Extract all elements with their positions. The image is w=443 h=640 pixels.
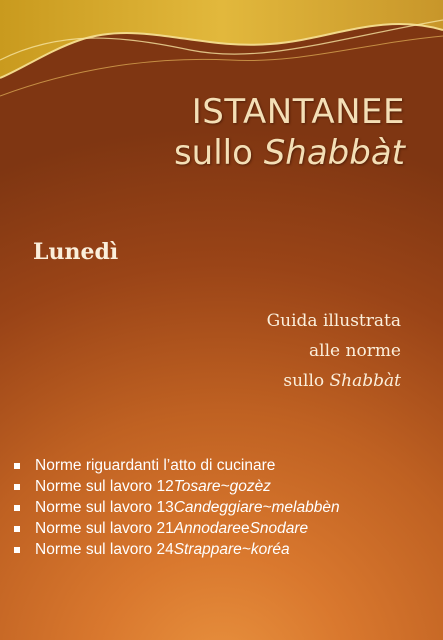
- list-item-text: Norme sul lavoro 21: [35, 520, 174, 537]
- list-item-italic: Strappare~koréa: [173, 541, 290, 558]
- list-item-italic: Tosare~gozèz: [173, 478, 271, 495]
- page-title: [174, 92, 405, 175]
- guide-line-1: Guida illustrata: [266, 311, 401, 331]
- guide-line-3: [267, 366, 401, 396]
- list-item-text: Norme riguardanti l’atto di cucinare: [35, 457, 276, 474]
- list-item-italic: Candeggiare~melabbèn: [173, 499, 340, 516]
- square-bullet-icon: [14, 463, 20, 469]
- list-item: [14, 455, 340, 476]
- list-item: [14, 497, 340, 518]
- list-item: [14, 518, 340, 539]
- guide-description: [267, 306, 401, 396]
- square-bullet-icon: [14, 547, 20, 553]
- list-item-italic: Annodare: [173, 520, 241, 537]
- list-item: [14, 539, 340, 560]
- day-subtitle: Lunedì: [33, 239, 119, 265]
- list-item-text: Norme sul lavoro 12: [35, 478, 174, 495]
- list-item-text: Norme sul lavoro 13: [35, 499, 174, 516]
- square-bullet-icon: [14, 484, 20, 490]
- title-line-2: [174, 133, 405, 174]
- list-item-italic-2: Snodare: [249, 520, 309, 537]
- title-line-2-prefix: sullo: [173, 133, 264, 174]
- square-bullet-icon: [14, 526, 20, 532]
- list-item-text: Norme sul lavoro 24: [35, 541, 174, 558]
- topics-list: [14, 455, 340, 560]
- guide-line-2: alle norme: [309, 341, 401, 361]
- list-item: [14, 476, 340, 497]
- guide-line-3-prefix: sullo: [283, 371, 330, 391]
- title-line-1: ISTANTANEE: [191, 92, 405, 132]
- guide-line-3-italic: Shabbàt: [329, 371, 401, 391]
- list-item-text-mid: e: [240, 520, 250, 537]
- square-bullet-icon: [14, 505, 20, 511]
- title-line-2-italic: Shabbàt: [263, 133, 405, 174]
